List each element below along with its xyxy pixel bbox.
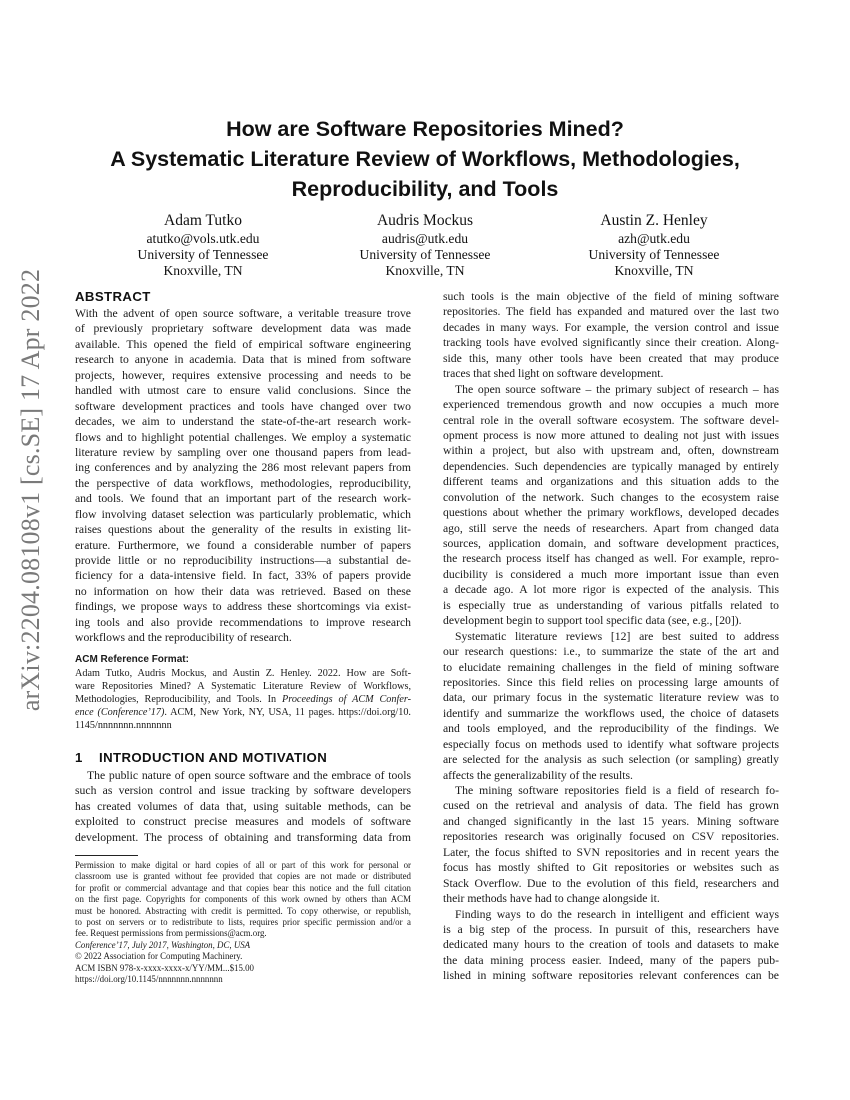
- body-line: sources, application domain, and software development practices,: [443, 537, 779, 550]
- intro-body: [75, 768, 411, 845]
- author-affiliation: University of Tennessee: [137, 247, 269, 262]
- body-line: ago, still serve the needs of researchers. Apart from changed data: [443, 521, 779, 535]
- permission-footnote: [75, 860, 411, 985]
- footnote-doi-link[interactable]: https://doi.org/10.1145/nnnnnnn.nnnnnnn: [75, 973, 223, 984]
- abstract-body: [75, 306, 411, 646]
- footnote-line: must be honored. Abstracting with credit is permitted. To copy otherwise, or republish,: [75, 905, 411, 916]
- author-name: Audris Mockus: [376, 212, 473, 229]
- body-line: central role in the overall software ecosystem. The software devel-: [443, 413, 779, 427]
- body-line: Systematic literature reviews [12] are best suited to address: [455, 629, 779, 643]
- acm-reference-heading: ACM Reference Format:: [75, 653, 189, 665]
- body-line: are selected for the analysis as such selection (or sampling) greatly: [443, 753, 779, 767]
- author-block: [315, 211, 535, 279]
- body-line: has created volumes of data that, using suitable methods, can be: [75, 799, 411, 813]
- body-line: The mining software repositories field is a field of research fo-: [455, 784, 779, 797]
- body-line: the data mining process easier. Indeed, many of the papers pub-: [443, 953, 779, 967]
- body-line: data, our primary focus in the systematic literature review was to: [443, 691, 779, 705]
- body-line: convolution of the network. Such changes to the ecosystem raise: [443, 490, 779, 504]
- acm-reference-line: Methodologies, Reproducibility, and Tools. In Proceedings of ACM Confer-: [75, 694, 411, 705]
- body-line: cused on the retrieval and analysis of data. The field has grown: [443, 799, 779, 813]
- body-line: is especially true as understanding of various pitfalls related to: [443, 598, 779, 612]
- body-line: the research process itself has changed as well. For example, repro-: [443, 552, 779, 566]
- abstract-line: literature review by sampling over one thousand papers from lead-: [75, 445, 411, 459]
- body-line: repositories. Since this field relies on processing large amounts of: [443, 675, 779, 689]
- body-line: different teams and organizations and this situation adds to the: [443, 475, 779, 489]
- footnote-isbn: ACM ISBN 978-x-xxxx-xxxx-x/YY/MM...$15.00: [75, 962, 254, 973]
- author-email: azh@utk.edu: [618, 231, 690, 246]
- body-line: dedicated many hours to the creation of tools and datasets to make: [443, 938, 779, 952]
- title-line: A Systematic Literature Review of Workflows, Methodologies,: [110, 147, 740, 171]
- author-affiliation: University of Tennessee: [588, 247, 720, 262]
- body-line: Later, the focus shifted to SVN repositories and in recent years the: [443, 845, 779, 859]
- abstract-line: ing conferences and by analyzing the 286 most relevant papers from: [75, 461, 411, 475]
- arxiv-identifier: arXiv:2204.08108v1 [cs.SE] 17 Apr 2022: [16, 268, 45, 712]
- author-email: atutko@vols.utk.edu: [146, 231, 260, 246]
- body-line: repositories research was originally focused on CSV repositories.: [443, 830, 779, 844]
- abstract-line: flow involving dataset selection was particularly problematic, which: [75, 507, 411, 521]
- footnote-rule: [75, 855, 138, 856]
- body-line: repositories. The field has expanded and matured over the last two: [443, 305, 779, 319]
- author-block: [544, 211, 764, 279]
- body-line: opment process is now more attuned to dealing not just with issues: [443, 428, 779, 442]
- author-location: Knoxville, TN: [163, 263, 243, 278]
- abstract-line: the perspective of data workflows, methodologies, reproducibility,: [75, 476, 411, 490]
- title-line: Reproducibility, and Tools: [291, 177, 559, 201]
- abstract-line: erature. Furthermore, we found a considerable number of papers: [75, 538, 411, 552]
- body-line: exploited to construct precise measures and models of software: [75, 815, 411, 829]
- section-heading: [75, 749, 411, 766]
- body-line: such as version control and issue tracking by software developers: [75, 784, 411, 798]
- acm-reference-line: ence (Conference’17). ACM, New York, NY, USA, 11 pages. https://doi.org/10.: [75, 707, 411, 719]
- body-line: our research questions: i.e., to summarize the state of the art and: [443, 645, 779, 659]
- body-line: ducibility is considered a much more important issue than even: [443, 567, 779, 581]
- body-line: questions about whether the primary workflows, developed decades: [443, 506, 779, 520]
- body-line: and tools employed, and the reproducibility of the findings. We: [443, 722, 779, 736]
- abstract-line: no information on how their data was retrieved. Based on these: [75, 584, 411, 598]
- body-line: The open source software – the primary subject of research – has: [455, 382, 779, 396]
- acm-reference-line: ware Repositories Mined? A Systematic Literature Review of Workflows,: [75, 680, 411, 692]
- body-line: within a project, but also with upstream and, often, downstream: [443, 444, 779, 458]
- abstract-line: research to anyone in academia. Data that is mined from software: [75, 353, 411, 367]
- footnote-line: classroom use is granted without fee provided that copies are not made or distributed: [75, 871, 411, 882]
- abstract-line: findings, we propose ways to address these shortcomings via exist-: [75, 600, 411, 614]
- body-line: focus has mostly shifted to Git repositories or websites such as: [443, 861, 779, 875]
- abstract-line: available. This opened the field of empirical software engineering: [75, 337, 411, 351]
- arxiv-sidebar-stamp: [4, 268, 58, 712]
- author-location: Knoxville, TN: [614, 263, 694, 278]
- body-line: their methods have had to change alongside it.: [443, 892, 660, 906]
- footnote-line: on the first page. Copyrights for components of this work owned by others than ACM: [75, 894, 411, 905]
- body-line: dependencies. Such dependencies are typically managed by entirely: [443, 459, 779, 473]
- body-line: side this, many other tools have been created that may produce: [443, 351, 779, 365]
- abstract-line: ficiency for a data-intensive field. In fact, 33% of papers provide: [75, 569, 411, 583]
- paper-title: [60, 114, 790, 204]
- author-name: Austin Z. Henley: [600, 212, 708, 229]
- author-affiliation: University of Tennessee: [359, 247, 491, 262]
- body-line: lished in mining software repositories relevant conferences can be: [443, 969, 779, 983]
- abstract-line: raises questions about the generality of the results in existing lit-: [75, 523, 411, 537]
- section-number: 1: [75, 750, 83, 765]
- body-line: especially focus on methods used to identify what software projects: [443, 737, 779, 751]
- footnote-line: for profit or commercial advantage and that copies bear this notice and the full citation: [75, 882, 411, 893]
- abstract-line: workflows and the reproducibility of research.: [75, 631, 292, 645]
- author-name: Adam Tutko: [164, 212, 242, 229]
- footnote-copyright: © 2022 Association for Computing Machinery.: [75, 951, 243, 962]
- body-line: is a big step of the process. In pursuit of this, researchers have: [443, 922, 779, 936]
- abstract-line: provide little or no reproducibility instructions—a substantial de-: [75, 554, 411, 567]
- abstract-line: software development practices and tools have changed over two: [75, 399, 411, 413]
- footnote-line: Permission to make digital or hard copies of all or part of this work for personal or: [75, 860, 411, 870]
- author-location: Knoxville, TN: [385, 263, 465, 278]
- body-line: affects the generalizability of the results.: [443, 768, 633, 782]
- abstract-line: ing tools and also provide recommendations to improve research: [75, 615, 411, 629]
- body-line: Finding ways to do the research in intelligent and efficient ways: [455, 907, 779, 921]
- body-line: identify and summarize the workflows used, the choice of datasets: [443, 706, 779, 720]
- body-line: such tools is the main objective of the field of mining software: [443, 290, 779, 303]
- section-title: INTRODUCTION AND MOTIVATION: [99, 750, 328, 765]
- abstract-line: decades, we aim to understand the state-of-the-art research work-: [75, 415, 411, 429]
- abstract-line: projects, however, requires extensive processing and needs to be: [75, 368, 411, 382]
- abstract-line: flows and to highlight potential challenges. We employ a systematic: [75, 430, 411, 444]
- title-line: How are Software Repositories Mined?: [226, 117, 624, 141]
- abstract-line: and tools. We found that an important part of the research work-: [75, 492, 411, 506]
- body-line: to elucidate remaining challenges in the field of mining software: [443, 660, 779, 674]
- acm-reference-line: Adam Tutko, Audris Mockus, and Austin Z. Henley. 2022. How are Soft-: [75, 667, 411, 679]
- footnote-conference: Conference’17, July 2017, Washington, DC, USA: [75, 939, 251, 950]
- footnote-line: to post on servers or to redistribute to lists, requires prior specific permission and/or a: [75, 916, 411, 927]
- body-line: and changed significantly in the last 15 years. Mining software: [443, 814, 779, 828]
- author-block: [93, 211, 313, 279]
- body-line: experienced tremendous growth and now occupies a much more: [443, 398, 779, 412]
- body-line: a decade ago. A lot more rigor is expected of the analysis. This: [443, 583, 779, 597]
- acm-reference-link[interactable]: 1145/nnnnnnn.nnnnnnn: [75, 720, 172, 732]
- abstract-heading: ABSTRACT: [75, 289, 151, 304]
- footnote-line: fee. Request permissions from permissions@acm.org.: [75, 928, 267, 939]
- body-line: Stack Overflow. Due to the evolution of this field, researchers and: [443, 876, 779, 890]
- body-line: traces that shed light on software development.: [443, 367, 664, 381]
- body-line: development. The process of obtaining and transforming data from: [75, 830, 411, 844]
- acm-reference: [75, 652, 411, 733]
- abstract-line: of previously proprietary software development data was made: [75, 322, 411, 336]
- body-line: tracking tools have evolved significantly since their creation. Along-: [443, 336, 779, 350]
- body-line: The public nature of open source software and the embrace of tools: [87, 769, 411, 782]
- right-column: [443, 289, 779, 984]
- abstract-line: handled with utmost care to ensure valid conclusions. Since the: [75, 384, 411, 398]
- left-column: [75, 288, 411, 844]
- abstract-line: With the advent of open source software, a veritable treasure trove: [75, 307, 411, 320]
- body-line: decades in many ways. For example, the version control and issue: [443, 320, 779, 334]
- author-email: audris@utk.edu: [381, 231, 469, 246]
- body-line: development begin to support tool specific data (see, e.g., [20]).: [443, 614, 742, 628]
